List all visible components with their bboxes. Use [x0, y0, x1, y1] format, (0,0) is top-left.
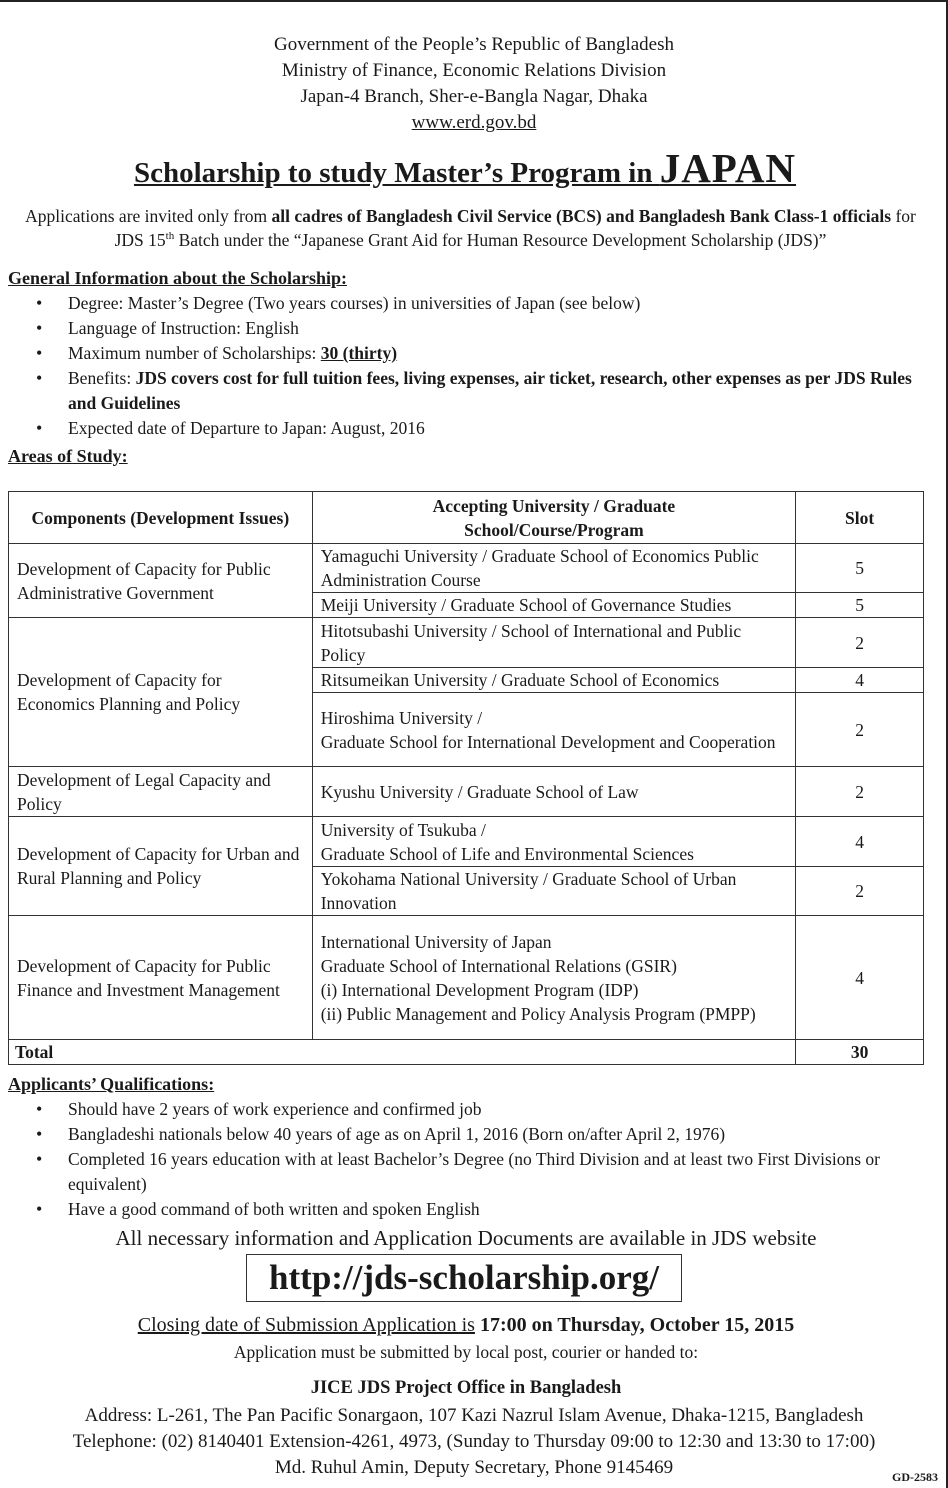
- general-heading: General Information about the Scholarship:: [8, 268, 348, 288]
- component-cell: Development of Capacity for Public Administrative Government: [9, 544, 313, 618]
- intro-bold: all cadres of Bangladesh Civil Service (BCS) and Bangladesh Bank Class-1 officials: [271, 206, 892, 226]
- closing-prefix: Closing date of Submission Application is: [137, 1314, 475, 1336]
- total-value: 30: [796, 1040, 924, 1065]
- intro-sup: th: [165, 230, 175, 243]
- general-benefits-value: JDS covers cost for full tuition fees, living expenses, air ticket, research, other expenses as per JDS Rules and Guidelines: [68, 368, 912, 413]
- qualifications-list: [36, 1097, 886, 1222]
- areas-heading: Areas of Study:: [8, 446, 128, 466]
- slot-cell: 2: [796, 767, 924, 817]
- table-row: [9, 618, 924, 668]
- header-url[interactable]: www.erd.gov.bd: [411, 112, 537, 133]
- submit-note: Application must be submitted by local post, courier or handed to:: [233, 1342, 699, 1362]
- col-university-l2: School/Course/Program: [464, 519, 644, 540]
- general-language: • Language of Instruction: English: [36, 316, 916, 341]
- slot-cell: 2: [796, 618, 924, 668]
- header-branch: Japan-4 Branch, Sher-e-Bangla Nagar, Dhaka: [300, 86, 648, 107]
- intro-part1: Applications are invited only from: [25, 206, 272, 226]
- university-line: Graduate School of International Relations (GSIR): [320, 955, 677, 976]
- qualification-item: • Completed 16 years education with at least Bachelor’s Degree (no Third Division and at least two First Divisions or equivalent): [36, 1147, 886, 1197]
- component-cell: Development of Capacity for Urban and Rural Planning and Policy: [9, 817, 313, 916]
- university-line: (i) International Development Program (IDP): [320, 979, 639, 1000]
- component-cell: Development of Capacity for Economics Planning and Policy: [9, 618, 313, 767]
- general-departure: • Expected date of Departure to Japan: August, 2016: [36, 416, 916, 441]
- contact-block: [0, 1403, 948, 1481]
- header: [0, 32, 948, 136]
- general-list: [36, 291, 916, 441]
- slot-cell: 4: [796, 916, 924, 1040]
- closing-date: [0, 1312, 932, 1338]
- jds-website-link[interactable]: http://jds-scholarship.org/: [246, 1254, 682, 1302]
- general-degree: • Degree: Master’s Degree (Two years courses) in universities of Japan (see below): [36, 291, 916, 316]
- slot-cell: 2: [796, 867, 924, 916]
- title-country: JAPAN: [659, 145, 797, 191]
- slot-cell: 5: [796, 544, 924, 593]
- general-benefits-label: Benefits:: [68, 368, 136, 388]
- title-prefix: Scholarship to study Master’s Program in: [133, 157, 660, 189]
- intro-part2: for JDS 15: [114, 206, 916, 250]
- university-line: International University of Japan: [320, 931, 552, 952]
- university-line: Graduate School for International Development and Cooperation: [320, 731, 776, 752]
- header-ministry: Ministry of Finance, Economic Relations Division: [281, 60, 667, 81]
- university-cell: Kyushu University / Graduate School of Law: [312, 767, 795, 817]
- table-row: [9, 916, 924, 1040]
- qualification-item: • Have a good command of both written and spoken English: [36, 1197, 886, 1222]
- slot-cell: 2: [796, 693, 924, 767]
- university-cell: Meiji University / Graduate School of Governance Studies: [312, 593, 795, 618]
- slot-cell: 4: [796, 817, 924, 867]
- component-cell: Development of Legal Capacity and Policy: [9, 767, 313, 817]
- general-max-label: Maximum number of Scholarships:: [68, 343, 321, 363]
- university-cell: [312, 817, 795, 867]
- office-name: JICE JDS Project Office in Bangladesh: [310, 1378, 622, 1398]
- university-cell: [312, 693, 795, 767]
- table-row: [9, 817, 924, 867]
- contact-person: Md. Ruhul Amin, Deputy Secretary, Phone 9145469: [274, 1457, 674, 1478]
- general-max-value: 30 (thirty): [320, 343, 398, 363]
- col-components: Components (Development Issues): [9, 492, 313, 544]
- areas-table: [8, 491, 924, 1065]
- col-university-l1: Accepting University / Graduate: [432, 495, 676, 516]
- slot-cell: 5: [796, 593, 924, 618]
- university-line: Graduate School of Life and Environmental Sciences: [320, 843, 694, 864]
- intro-paragraph: [18, 204, 923, 252]
- university-line: (ii) Public Management and Policy Analysis Program (PMPP): [320, 1003, 756, 1024]
- notice-code: GD-2583: [892, 1470, 938, 1484]
- page-border-top: [0, 0, 948, 2]
- university-cell: [312, 916, 795, 1040]
- university-cell: Yokohama National University / Graduate School of Urban Innovation: [312, 867, 795, 916]
- university-line: University of Tsukuba /: [320, 819, 486, 840]
- total-label: Total: [9, 1040, 796, 1065]
- qualification-item: • Should have 2 years of work experience and confirmed job: [36, 1097, 886, 1122]
- qualifications-heading: Applicants’ Qualifications:: [8, 1074, 215, 1094]
- col-university: [312, 492, 795, 544]
- general-max: [36, 341, 916, 366]
- address-line: Address: L-261, The Pan Pacific Sonargaon, 107 Kazi Nazrul Islam Avenue, Dhaka-1215, Bangladesh: [84, 1405, 864, 1426]
- university-cell: Hitotsubashi University / School of International and Public Policy: [312, 618, 795, 668]
- table-row: [9, 767, 924, 817]
- university-cell: Ritsumeikan University / Graduate School of Economics: [312, 668, 795, 693]
- intro-part3: Batch under the “Japanese Grant Aid for Human Resource Development Scholarship (JDS)”: [174, 230, 827, 250]
- available-note: All necessary information and Application Documents are available in JDS website: [115, 1226, 817, 1250]
- header-government: Government of the People’s Republic of Bangladesh: [274, 34, 674, 55]
- telephone-line: Telephone: (02) 8140401 Extension-4261, 4973, (Sunday to Thursday 09:00 to 12:30 and 13:30 to 17:00): [72, 1431, 876, 1452]
- page-title: [0, 146, 930, 195]
- university-cell: Yamaguchi University / Graduate School of Economics Public Administration Course: [312, 544, 795, 593]
- component-cell: Development of Capacity for Public Finance and Investment Management: [9, 916, 313, 1040]
- table-row: [9, 544, 924, 593]
- col-slot: Slot: [796, 492, 924, 544]
- university-line: Hiroshima University /: [320, 707, 483, 728]
- slot-cell: 4: [796, 668, 924, 693]
- general-benefits: [36, 366, 916, 416]
- closing-time: 17:00 on Thursday, October 15, 2015: [479, 1314, 795, 1336]
- table-header-row: [9, 492, 924, 544]
- qualification-item: • Bangladeshi nationals below 40 years of age as on April 1, 2016 (Born on/after April 2, 1976): [36, 1122, 886, 1147]
- table-total-row: [9, 1040, 924, 1065]
